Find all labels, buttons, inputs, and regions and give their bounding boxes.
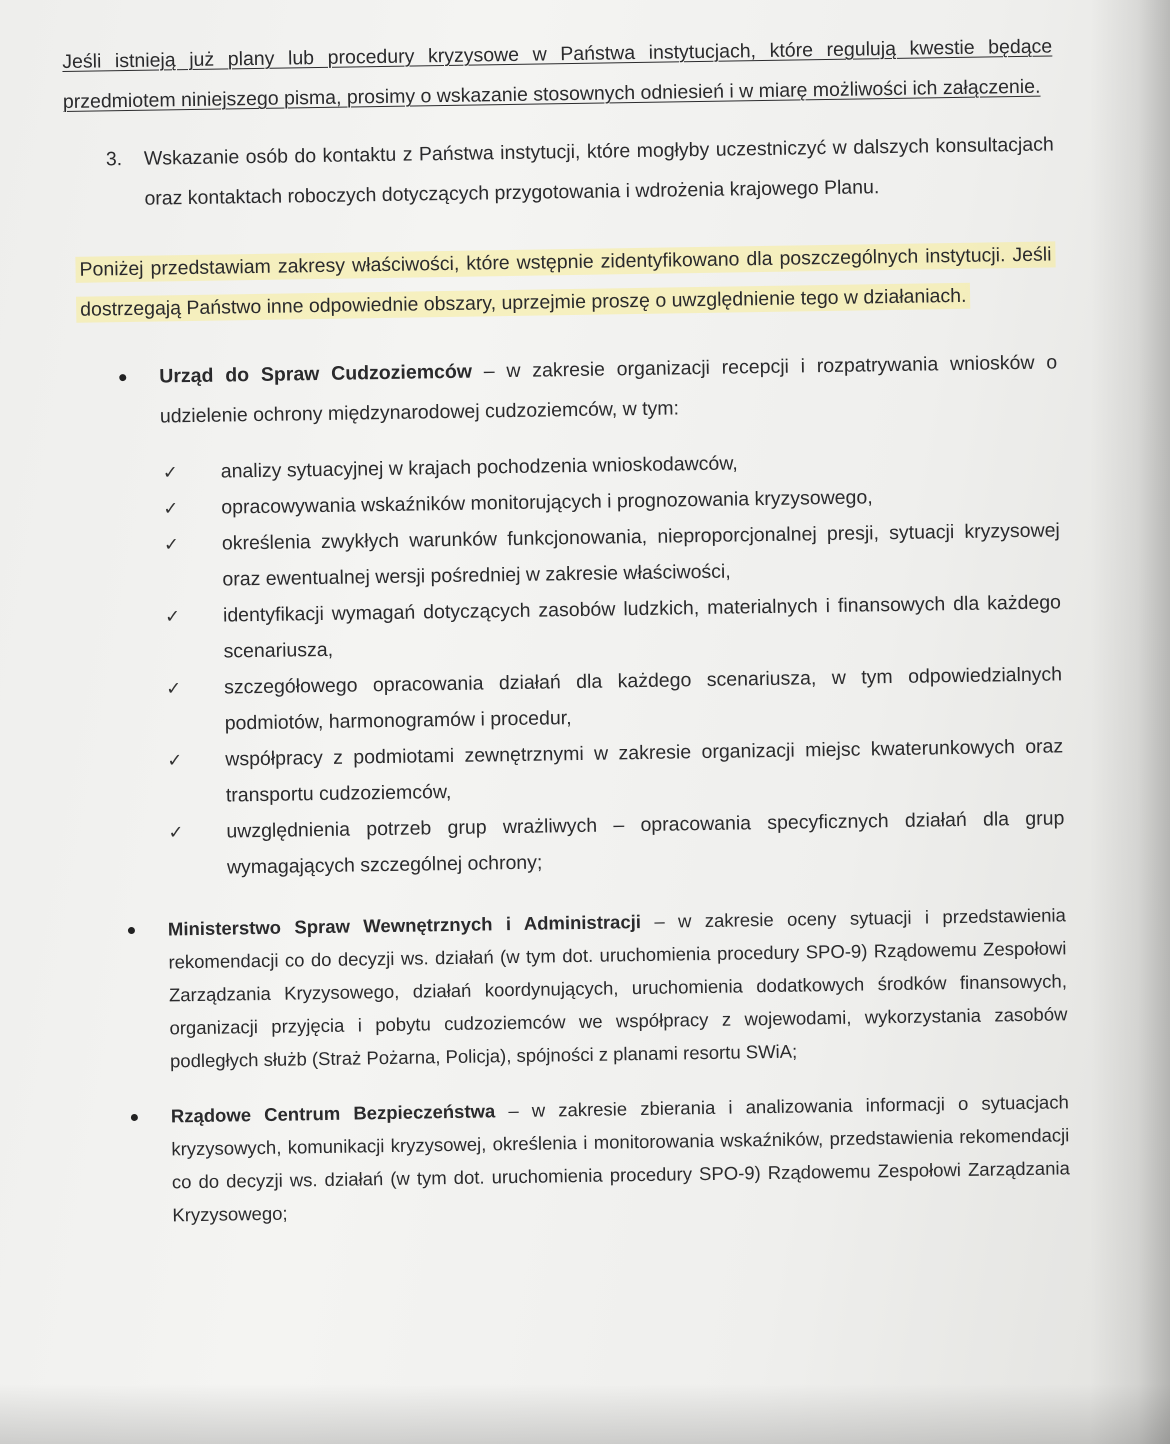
checkmark-icon: ✓ [167, 750, 183, 771]
list-item-mswia [76, 898, 1068, 1079]
institution-scope: – w zakresie organizacji recepcji i rozpatrywania wniosków o udzielenie ochrony międzynarodowej cudzoziemców, w tym: [159, 351, 1058, 428]
checklist-item: ✓ szczegółowego opracowania działań dla każdego scenariusza, w tym odpowiedzialnych podmiotów, harmonogramów i procedur, [166, 663, 1063, 735]
checkmark-icon: ✓ [168, 822, 184, 843]
photo-shadow-right [1090, 0, 1170, 1444]
institution-name: Urząd do Spraw Cudzoziemców [159, 360, 473, 388]
institution-scope: – w zakresie zbierania i analizowania informacji o sytuacjach kryzysowych, komunikacji kryzysowej, określenia i monitorowania wskaźników, przedstawienia rekomendacji co do decyzji ws. działań (w tym dot. uruchomienia procedury SPO-9) Rządowemu Zespołowi Zarządzania Kryzysowego; [171, 1091, 1070, 1226]
institution-name: Rządowe Centrum Bezpieczeństwa [170, 1100, 496, 1127]
bullet-icon [131, 1114, 138, 1121]
document-body [62, 26, 1071, 1254]
checkmark-icon: ✓ [162, 462, 179, 483]
existing-plans-paragraph: Jeśli istnieją już plany lub procedury kryzysowe w Państwa instytucjach, które regulują kwestie będące przedmiotem niniejszego pisma, prosimy o wskazanie stosownych odniesień i w miarę możliwości ich załączenie. [62, 35, 1053, 113]
checklist-item: ✓ określenia zwykłych warunków funkcjonowania, nieproporcjonalnej presji, sytuacji kryzysowej oraz ewentualnej wersji pośredniej w zakresie właściwości, [163, 519, 1060, 591]
list-item-udsc [67, 342, 1065, 887]
checklist-item: ✓ opracowywania wskaźników monitorujących i prognozowania kryzysowego, [161, 476, 1059, 526]
checkmark-icon: ✓ [164, 606, 181, 627]
checkmark-icon: ✓ [166, 678, 182, 699]
checklist-item: ✓ identyfikacji wymagań dotyczących zasobów ludzkich, materialnych i finansowych dla każdego scenariusza, [164, 591, 1062, 663]
photo-shadow-bottom [0, 1384, 1170, 1444]
highlighted-intro: Poniżej przedstawiam zakresy właściwości, które wstępnie zidentyfikowano dla poszczególnych instytucji. Jeśli dostrzegają Państwo inne odpowiednie obszary, uprzejmie proszę o uwzględnienie tego w działaniach. [75, 241, 1055, 322]
list-item-rcb [79, 1085, 1071, 1233]
institution-name: Ministerstwo Spraw Wewnętrznych i Administracji [167, 911, 642, 940]
item-number: 3. [105, 148, 123, 171]
checkmark-icon: ✓ [163, 498, 179, 519]
institution-list [67, 342, 1071, 1232]
institution-scope: – w zakresie oceny sytuacji i przedstawienia rekomendacji co do decyzji ws. działań (w tym dot. uruchomienia procedury SPO-9) Rządowemu Zespołowi Zarządzania Kryzysowego, działań koordynujących, uruchomienia dodatkowych środków finansowych, organizacji przyjęcia i pobytu cudzoziemców we współpracy z wojewodami, wykorzystania zasobów podległych służb (Straż Pożarna, Policja), spójności z planami resortu SWiA; [168, 904, 1068, 1072]
checklist-item: ✓ analizy sytuacyjnej w krajach pochodzenia wnioskodawców, [160, 440, 1058, 490]
numbered-item-3 [64, 124, 1055, 220]
checklist-item: ✓ współpracy z podmiotami zewnętrznymi w zakresie organizacji miejsc kwaterunkowych oraz transportu cudzoziemców, [167, 735, 1064, 807]
bullet-icon [128, 927, 135, 934]
bullet-icon [119, 374, 126, 381]
checklist-item: ✓ uwzględnienia potrzeb grup wrażliwych – opracowania specyficznych działań dla grup wymagających szczególnej ochrony; [168, 807, 1065, 879]
intro-paragraph [65, 234, 1056, 330]
udsc-checklist [160, 440, 1065, 886]
checkmark-icon: ✓ [163, 534, 180, 555]
item-3-text: Wskazanie osób do kontaktu z Państwa instytucji, które mogłyby uczestniczyć w dalszych konsultacjach oraz kontaktach roboczych dotyczących przygotowania i wdrożenia krajowego Planu. [143, 133, 1054, 210]
